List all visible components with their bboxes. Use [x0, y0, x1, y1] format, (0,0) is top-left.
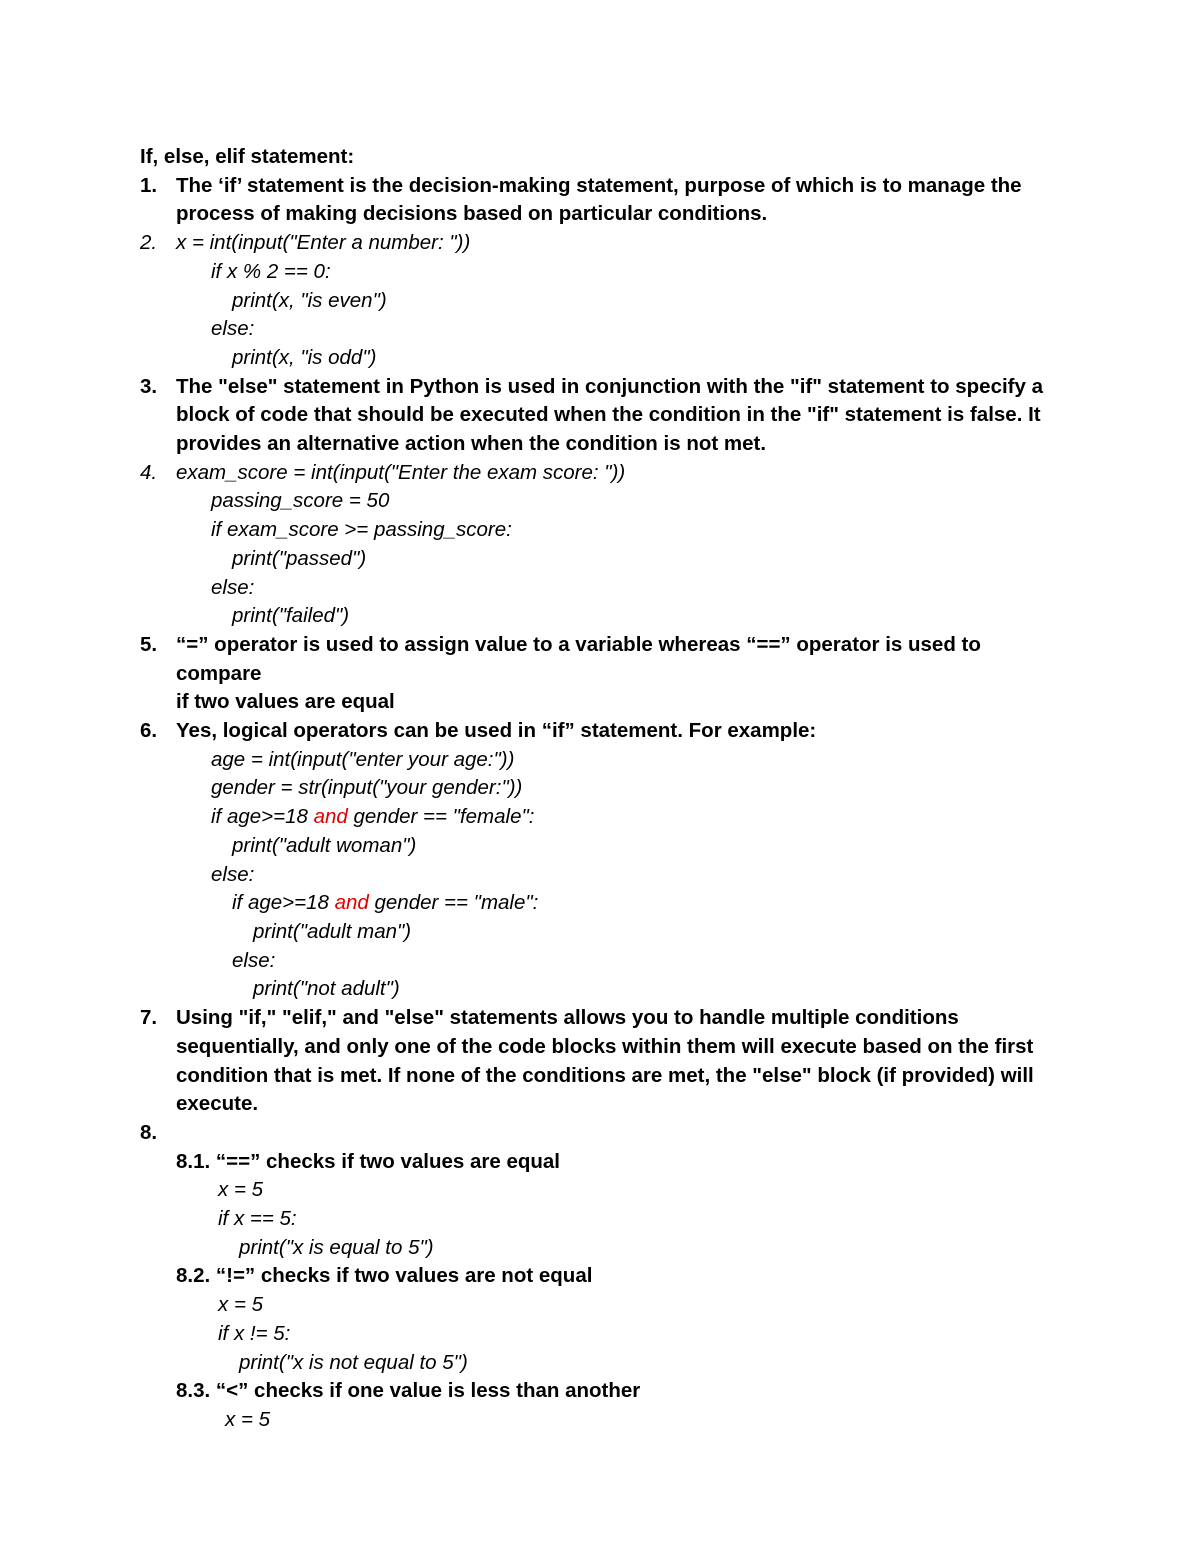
text-line: The "else" statement in Python is used in conjunction with the "if" statement to specify a [176, 374, 1043, 398]
text-line: Yes, logical operators can be used in “if” statement. For example: [176, 719, 817, 743]
answer-3 [140, 373, 1060, 459]
text-line: “=” operator is used to assign value to a variable whereas “==” operator is used to compare [176, 632, 981, 685]
item-number: 8. [140, 1120, 158, 1144]
answer-8 [140, 1119, 1060, 1148]
code-line: x = 5 [225, 1407, 271, 1431]
code-line: if x % 2 == 0: [211, 259, 331, 283]
item-number: 1. [140, 173, 158, 197]
text-line: sequentially, and only one of the code blocks within them will execute based on the first [176, 1034, 1034, 1058]
code-line: print("not adult") [253, 977, 400, 1001]
code-line: if x == 5: [218, 1207, 297, 1231]
text-line: The ‘if’ statement is the decision-making statement, purpose of which is to manage the [176, 173, 1022, 197]
item-number: 2. [140, 231, 158, 255]
code-line: x = 5 [218, 1178, 264, 1202]
code-line: print("passed") [232, 546, 367, 570]
text-line: process of making decisions based on particular conditions. [176, 202, 768, 226]
code-line: else: [211, 317, 255, 341]
code-line: print(x, "is even") [232, 288, 387, 312]
code-line: if exam_score >= passing_score: [211, 518, 512, 542]
answer-1 [140, 172, 1060, 229]
item-number: 6. [140, 719, 158, 743]
text-line: execute. [176, 1092, 259, 1116]
code-line: age = int(input("enter your age:")) [211, 747, 515, 771]
code-line: else: [211, 575, 255, 599]
code-fragment: if age>=18 [211, 805, 314, 829]
and-keyword: and [334, 891, 369, 915]
code-line: passing_score = 50 [211, 489, 390, 513]
item-number: 5. [140, 632, 158, 656]
code-line: print("failed") [232, 604, 350, 628]
code-line: print("adult woman") [232, 833, 417, 857]
answer-6 [140, 717, 1060, 1004]
code-line: if x != 5: [218, 1321, 291, 1345]
code-line: print("adult man") [253, 919, 412, 943]
code-line: print("x is not equal to 5") [239, 1350, 468, 1374]
text-line: if two values are equal [176, 690, 395, 714]
code-line: else: [232, 948, 276, 972]
answer-2 [140, 229, 1060, 373]
empty-line [176, 1119, 1060, 1148]
code-line: x = 5 [218, 1293, 264, 1317]
and-keyword: and [313, 805, 348, 829]
code-fragment: gender == "male": [368, 891, 539, 915]
code-line: x = int(input("Enter a number: ")) [176, 231, 471, 255]
answer-5 [140, 631, 1060, 717]
text-line: condition that is met. If none of the conditions are met, the "else" block (if provided) will [176, 1063, 1034, 1087]
code-line [176, 889, 1060, 918]
item-number: 3. [140, 374, 158, 398]
code-line: exam_score = int(input("Enter the exam score: ")) [176, 460, 626, 484]
text-line: block of code that should be executed when the condition in the "if" statement is false. It [176, 403, 1041, 427]
document-content [140, 143, 1060, 1435]
code-line: else: [211, 862, 255, 886]
sub-answer-8-1: 8.1. “==” checks if two values are equal [176, 1149, 560, 1173]
code-fragment: if age>=18 [232, 891, 335, 915]
item-number: 4. [140, 460, 158, 484]
sub-answer-8-3: 8.3. “<” checks if one value is less than another [176, 1379, 641, 1403]
code-line: gender = str(input("your gender:")) [211, 776, 523, 800]
code-line: print(x, "is odd") [232, 345, 377, 369]
text-line: Using "if," "elif," and "else" statements allows you to handle multiple conditions [176, 1006, 959, 1030]
item-number: 7. [140, 1006, 158, 1030]
text-line: provides an alternative action when the condition is not met. [176, 432, 767, 456]
code-line [176, 803, 1060, 832]
answer-4 [140, 459, 1060, 631]
sub-answer-8-2: 8.2. “!=” checks if two values are not equal [176, 1264, 593, 1288]
code-line: print("x is equal to 5") [239, 1235, 434, 1259]
document-heading: If, else, elif statement: [140, 145, 355, 168]
code-fragment: gender == "female": [347, 805, 535, 829]
answer-7 [140, 1004, 1060, 1119]
